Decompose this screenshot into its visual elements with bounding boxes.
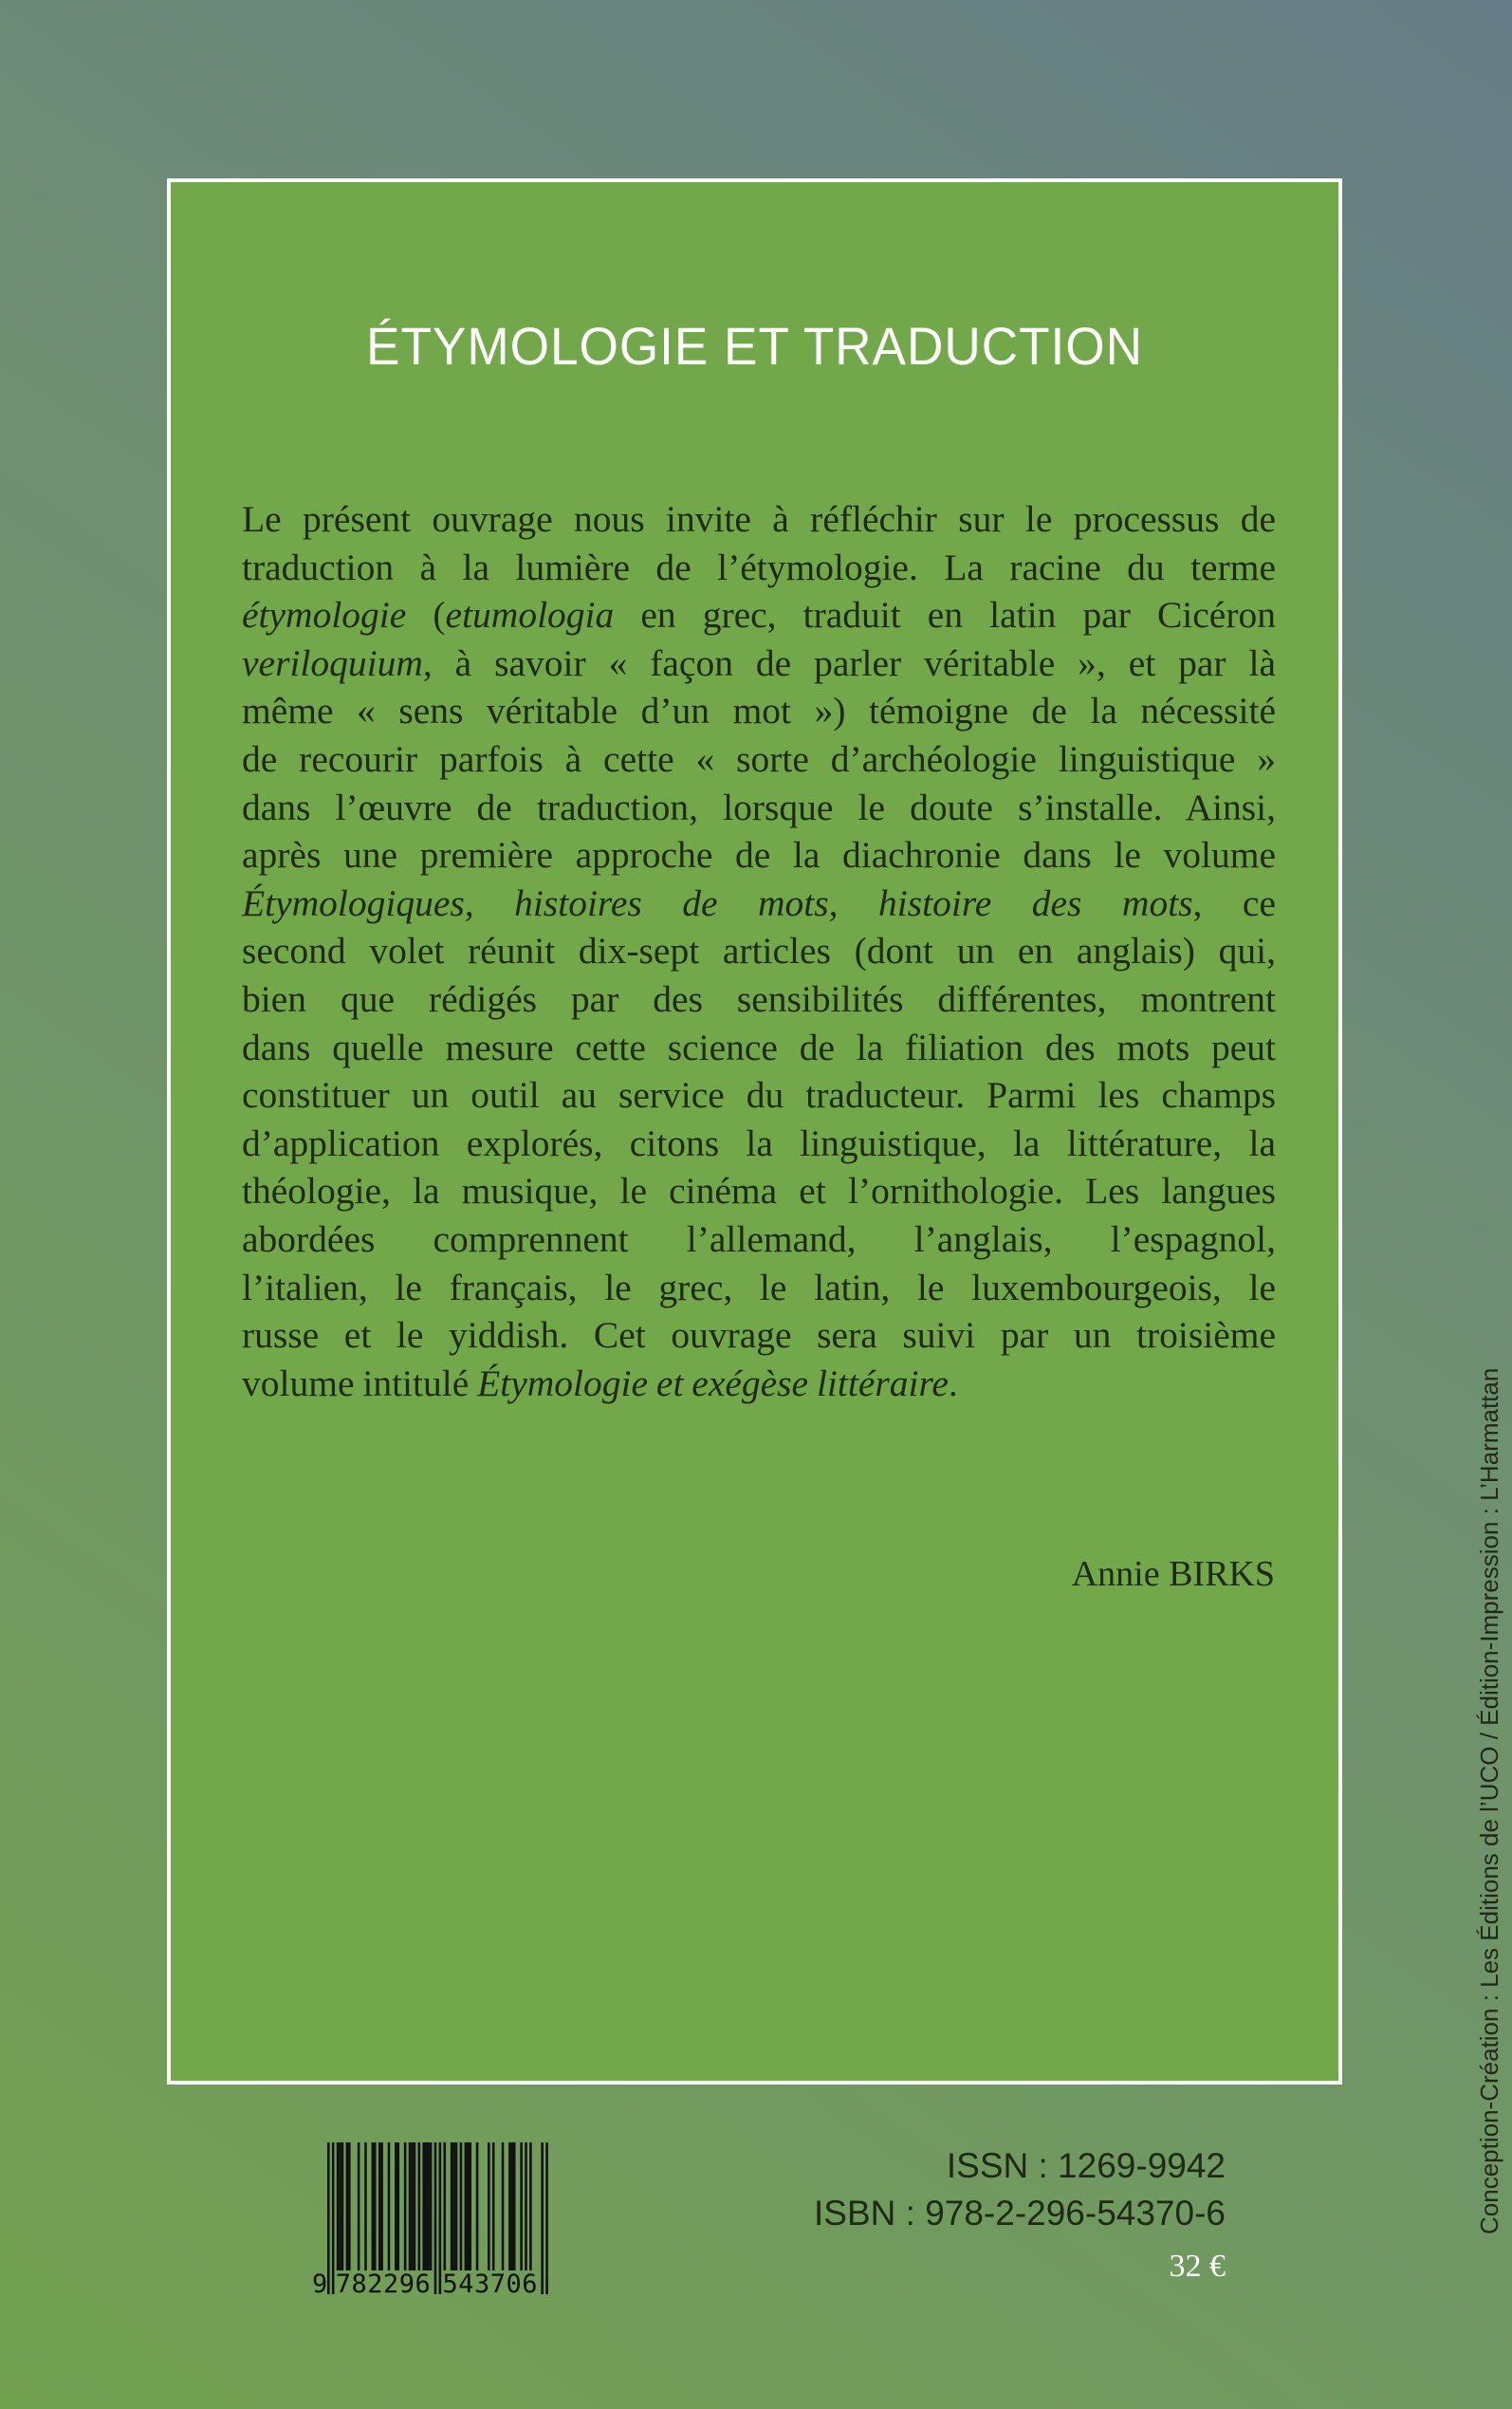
barcode-bar — [427, 2142, 430, 2270]
barcode-bar — [395, 2142, 397, 2270]
barcode-bar — [508, 2142, 511, 2270]
blurb-line — [242, 880, 1276, 928]
barcode-bar — [525, 2142, 527, 2270]
barcode-bar — [511, 2142, 514, 2270]
blurb-text: , ce — [1192, 881, 1276, 924]
barcode-bar — [332, 2142, 335, 2294]
blurb-text: théologie, la musique, le cinéma et l’ornithologie. Les langues — [242, 1170, 1276, 1213]
barcode-bar — [409, 2142, 412, 2270]
barcode-bar — [380, 2142, 383, 2270]
barcode-bar — [439, 2142, 442, 2294]
barcode-bar — [444, 2142, 447, 2270]
blurb-line — [242, 975, 1276, 1024]
blurb-text: l’italien, le français, le grec, le latin, le luxembourgeois, le — [242, 1266, 1276, 1308]
blurb-text: , à savoir « façon de parler véritable », et par là — [422, 641, 1276, 684]
blurb-text: second volet réunit dix-sept articles (dont un en anglais) qui, — [242, 930, 1276, 973]
barcode-bar — [422, 2142, 425, 2270]
blurb-text: dans l’œuvre de traduction, lorsque le doute s’installe. Ainsi, — [242, 786, 1276, 828]
barcode-bar — [425, 2142, 428, 2270]
italic-title-text: Étymologie et exégèse littéraire — [477, 1362, 949, 1404]
isbn-label: ISBN : 978-2-296-54370-6 — [814, 2194, 1226, 2233]
barcode-bar — [372, 2142, 375, 2270]
book-title: ÉTYMOLOGIE ET TRADUCTION — [366, 316, 1143, 376]
barcode-bar — [545, 2142, 548, 2294]
barcode-bar — [348, 2142, 351, 2270]
barcode-bar — [460, 2142, 463, 2270]
barcode-bar — [452, 2142, 455, 2270]
blurb-text: . — [948, 1362, 958, 1404]
blurb-line — [242, 784, 1276, 832]
blurb-text: russe et le yiddish. Cet ouvrage sera suivi par un troisième — [242, 1314, 1276, 1357]
italic-title-text: étymologie — [242, 594, 407, 637]
blurb-line — [242, 1311, 1276, 1360]
barcode-bar — [414, 2142, 416, 2270]
barcode-bar — [341, 2142, 344, 2270]
blurb-paragraph — [242, 495, 1276, 1407]
italic-title-text: veriloquium — [242, 641, 423, 684]
barcode-bar — [476, 2142, 479, 2270]
barcode-bar — [364, 2142, 367, 2270]
barcode-bar — [520, 2142, 523, 2270]
blurb-line — [242, 831, 1276, 880]
barcode-bar — [467, 2142, 470, 2270]
blurb-text: après une première approche de la diachronie dans le volume — [242, 834, 1276, 877]
barcode-bar — [513, 2142, 516, 2270]
blurb-line — [242, 1264, 1276, 1312]
barcode-bar — [455, 2142, 458, 2270]
barcode-digits: 9 — [312, 2270, 328, 2294]
cover-panel — [167, 178, 1342, 2085]
blurb-line — [242, 735, 1276, 784]
blurb-line — [242, 639, 1276, 688]
barcode-bar — [492, 2142, 495, 2270]
blurb-line — [242, 1071, 1276, 1120]
italic-title-text: Étymologiques, histoires de mots, histoire des mots — [242, 881, 1193, 924]
barcode-bar — [346, 2142, 349, 2270]
barcode-bar — [451, 2142, 453, 2270]
blurb-line — [242, 591, 1276, 639]
barcode-bar — [469, 2142, 471, 2270]
barcode-bar — [337, 2142, 340, 2270]
blurb-text: Le présent ouvrage nous invite à réfléchir sur le processus de — [242, 498, 1276, 540]
barcode-bar — [404, 2142, 407, 2270]
barcode-bar — [502, 2142, 505, 2270]
barcode-bar — [430, 2142, 433, 2270]
barcode — [310, 2142, 576, 2294]
barcode-bar — [529, 2142, 532, 2270]
barcode-bar — [327, 2142, 330, 2294]
issn-label: ISSN : 1269-9942 — [946, 2146, 1226, 2185]
author-name: Annie BIRKS — [1071, 1554, 1275, 1594]
blurb-text: ( — [406, 594, 446, 637]
barcode-bar — [339, 2142, 341, 2270]
barcode-digits: 782296 — [335, 2270, 431, 2294]
spine-credits: Conception-Création : Les Éditions de l’UCO / Édition-Impression : L’Harmattan — [1475, 1367, 1503, 2234]
blurb-text: volume intitulé — [242, 1362, 478, 1404]
blurb-text: constituer un outil au service du traducteur. Parmi les champs — [242, 1074, 1276, 1117]
blurb-line — [242, 1167, 1276, 1215]
barcode-bar — [434, 2142, 437, 2294]
barcode-digits: 543706 — [442, 2270, 538, 2294]
barcode-bar — [418, 2142, 421, 2270]
blurb-text: dans quelle mesure cette science de la filiation des mots peut — [242, 1026, 1276, 1068]
blurb-line — [242, 1024, 1276, 1072]
blurb-line — [242, 1120, 1276, 1168]
blurb-line — [242, 1215, 1276, 1264]
price-label: 32 € — [1169, 2249, 1226, 2284]
barcode-bar — [388, 2142, 391, 2270]
italic-title-text: etumologia — [445, 594, 615, 637]
barcode-bar — [358, 2142, 360, 2270]
blurb-text: d’application explorés, citons la linguistique, la littérature, la — [242, 1121, 1276, 1164]
barcode-bar — [397, 2142, 400, 2270]
blurb-line — [242, 1360, 1276, 1408]
blurb-text: même « sens véritable d’un mot ») témoigne de la nécessité — [242, 690, 1276, 732]
blurb-text: bien que rédigés par des sensibilités différentes, montrent — [242, 977, 1276, 1020]
barcode-bar — [541, 2142, 544, 2294]
barcode-bar — [488, 2142, 490, 2270]
barcode-bar — [374, 2142, 377, 2270]
blurb-text: abordées comprennent l’allemand, l’anglais, l’espagnol, — [242, 1217, 1276, 1260]
blurb-line — [242, 687, 1276, 735]
blurb-line — [242, 495, 1276, 544]
barcode-bar — [411, 2142, 414, 2270]
blurb-text: de recourir parfois à cette « sorte d’archéologie linguistique » — [242, 737, 1276, 780]
barcode-bar — [378, 2142, 381, 2270]
blurb-line — [242, 544, 1276, 592]
blurb-text: traduction à la lumière de l’étymologie. La racine du terme — [242, 546, 1276, 588]
barcode-bar — [465, 2142, 468, 2270]
blurb-text: en grec, traduit en latin par Cicéron — [614, 594, 1276, 637]
blurb-line — [242, 927, 1276, 975]
